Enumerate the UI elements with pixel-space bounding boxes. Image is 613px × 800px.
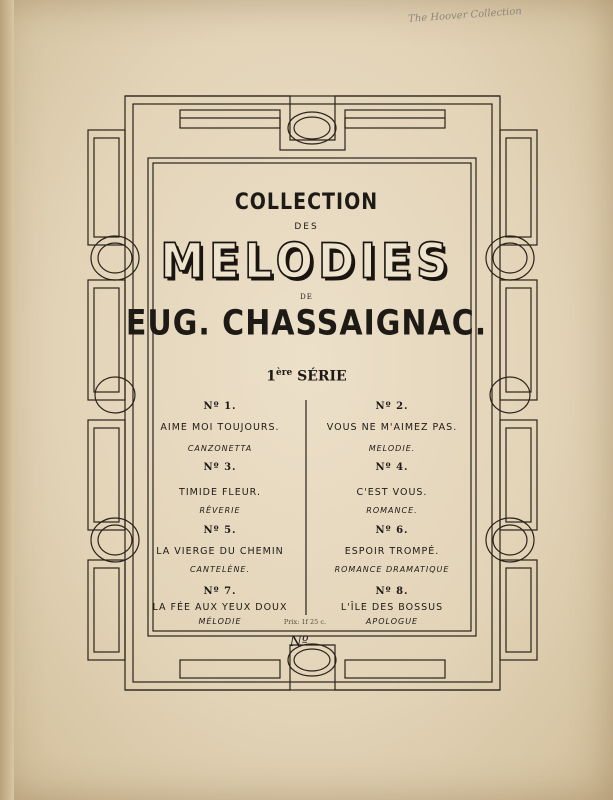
composer-name: EUG. CHASSAIGNAC. (125, 303, 488, 344)
song-genre: RÊVERIE (199, 506, 241, 515)
heading-des: DES (294, 222, 319, 232)
song-title: L'ÎLE DES BOSSUS (340, 602, 444, 613)
heading-collection: COLLECTION (234, 189, 379, 215)
song-genre: ROMANCE DRAMATIQUE (334, 565, 450, 574)
heading-de: DE (300, 293, 313, 301)
song-title: AIME MOI TOUJOURS. (160, 422, 280, 433)
series-word: SÉRIE (297, 368, 347, 385)
song-genre: ROMANCE. (366, 506, 418, 515)
series-ordinal: ère (276, 368, 293, 378)
item-number: Nº 4. (375, 462, 409, 473)
song-title: TIMIDE FLEUR. (179, 487, 261, 498)
song-genre: CANTELÈNE. (189, 565, 251, 574)
song-title: C'EST VOUS. (356, 487, 428, 498)
number-mark: Nº (289, 634, 309, 650)
song-genre: MÉLODIE (198, 617, 242, 626)
series-label (0, 368, 613, 385)
song-title: LA VIERGE DU CHEMIN (156, 546, 284, 557)
pencil-annotation: The Hoover Collection (407, 6, 523, 25)
item-number: Nº 3. (203, 462, 237, 473)
price-label: Prix: 1f 25 c. (283, 618, 327, 626)
heading-melodies: MELODIES (160, 233, 453, 290)
series-number: 1 (266, 368, 277, 385)
song-title: LA FÉE AUX YEUX DOUX (152, 602, 288, 613)
song-genre: CANZONETTA (187, 444, 253, 453)
song-genre: APOLOGUE (365, 617, 419, 626)
item-number: Nº 2. (375, 401, 409, 412)
item-number: Nº 7. (203, 586, 237, 597)
item-number: Nº 8. (375, 586, 409, 597)
song-title: ESPOIR TROMPÉ. (344, 546, 440, 557)
song-title: VOUS NE M'AIMEZ PAS. (326, 422, 458, 433)
song-genre: MELODIE. (368, 444, 416, 453)
item-number: Nº 1. (203, 401, 237, 412)
item-number: Nº 5. (203, 525, 237, 536)
item-number: Nº 6. (375, 525, 409, 536)
